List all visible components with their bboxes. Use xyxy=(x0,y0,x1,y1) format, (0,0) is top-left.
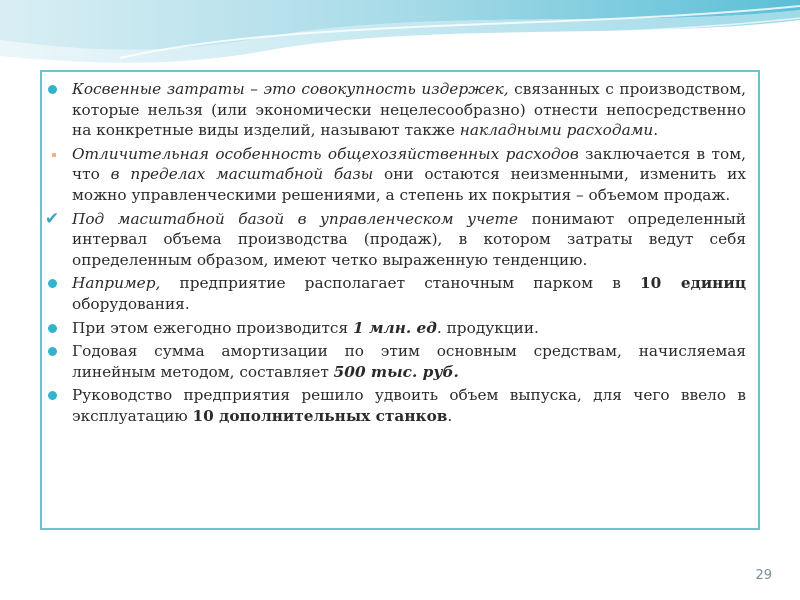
round-bullet-icon xyxy=(48,85,57,94)
bullet-text-segment: 10 единиц xyxy=(639,274,747,293)
square-bullet-icon xyxy=(52,153,56,157)
bullet-item xyxy=(44,208,746,271)
bullet-text-segment: накладными расходами xyxy=(459,121,654,140)
bullet-text-segment: в пределах масштабной базы xyxy=(110,165,374,184)
bullet-item xyxy=(54,79,746,141)
bullet-item xyxy=(54,318,746,339)
bullet-text-segment: При этом ежегодно производится xyxy=(72,318,353,337)
bullet-text-segment: . xyxy=(653,121,659,140)
bullet-text-segment: понимают определенный интервал объема производства (продаж), в котором затраты ведут себя определенным образом, имеют четко выраженную тенденцию. xyxy=(72,209,746,269)
bullet-text-segment: связанных с производством, которые нельзя (или экономически нецелесообразно) отнести непосредственно на конкретные виды изделий, называют также xyxy=(72,80,746,140)
bullet-item xyxy=(54,341,746,382)
bullet-text-segment: Годовая сумма амортизации по этим основным средствам, начисляемая линейным методом, составляет xyxy=(72,342,746,381)
bullet-item xyxy=(54,273,746,314)
round-bullet-icon xyxy=(48,391,57,400)
header-wave-decoration xyxy=(0,0,800,75)
bullet-item xyxy=(54,144,746,206)
bullet-text-segment: заключается в том, что xyxy=(72,144,746,184)
content-frame xyxy=(40,70,760,530)
round-bullet-icon xyxy=(48,279,57,288)
bullet-text-segment: . xyxy=(447,406,453,425)
bullet-text-segment: Отличительная особенность общехозяйственных расходов xyxy=(72,144,579,163)
bullet-text-segment: Под масштабной базой в управленческом учете xyxy=(72,209,519,228)
round-bullet-icon xyxy=(48,347,57,356)
bullet-text-segment: предприятие располагает станочным парком в xyxy=(160,274,640,293)
bullet-text-segment: 10 дополнительных станков xyxy=(192,406,448,425)
bullet-text-segment: 1 млн. ед xyxy=(353,318,437,337)
bullet-text-segment: Например, xyxy=(72,274,161,293)
bullet-item xyxy=(54,385,746,426)
round-bullet-icon xyxy=(48,324,57,333)
page-number: 29 xyxy=(755,568,772,583)
checkmark-bullet-icon: ✔ xyxy=(44,208,60,229)
bullet-text-segment: 500 тыс. руб. xyxy=(333,362,459,381)
bullet-text-segment: Руководство предприятия решило удвоить объем выпуска, для чего ввело в эксплуатацию xyxy=(72,386,746,425)
bullet-text-segment: . продукции. xyxy=(436,318,539,337)
bullet-text-segment: оборудования. xyxy=(72,294,190,313)
bullet-text-segment: Косвенные затраты – это совокупность издержек, xyxy=(72,80,509,98)
bullet-list xyxy=(44,79,747,427)
bullet-text-segment: они остаются неизменными, изменить их можно управленческими решениями, а степень их покрытия – объемом продаж. xyxy=(72,165,746,204)
